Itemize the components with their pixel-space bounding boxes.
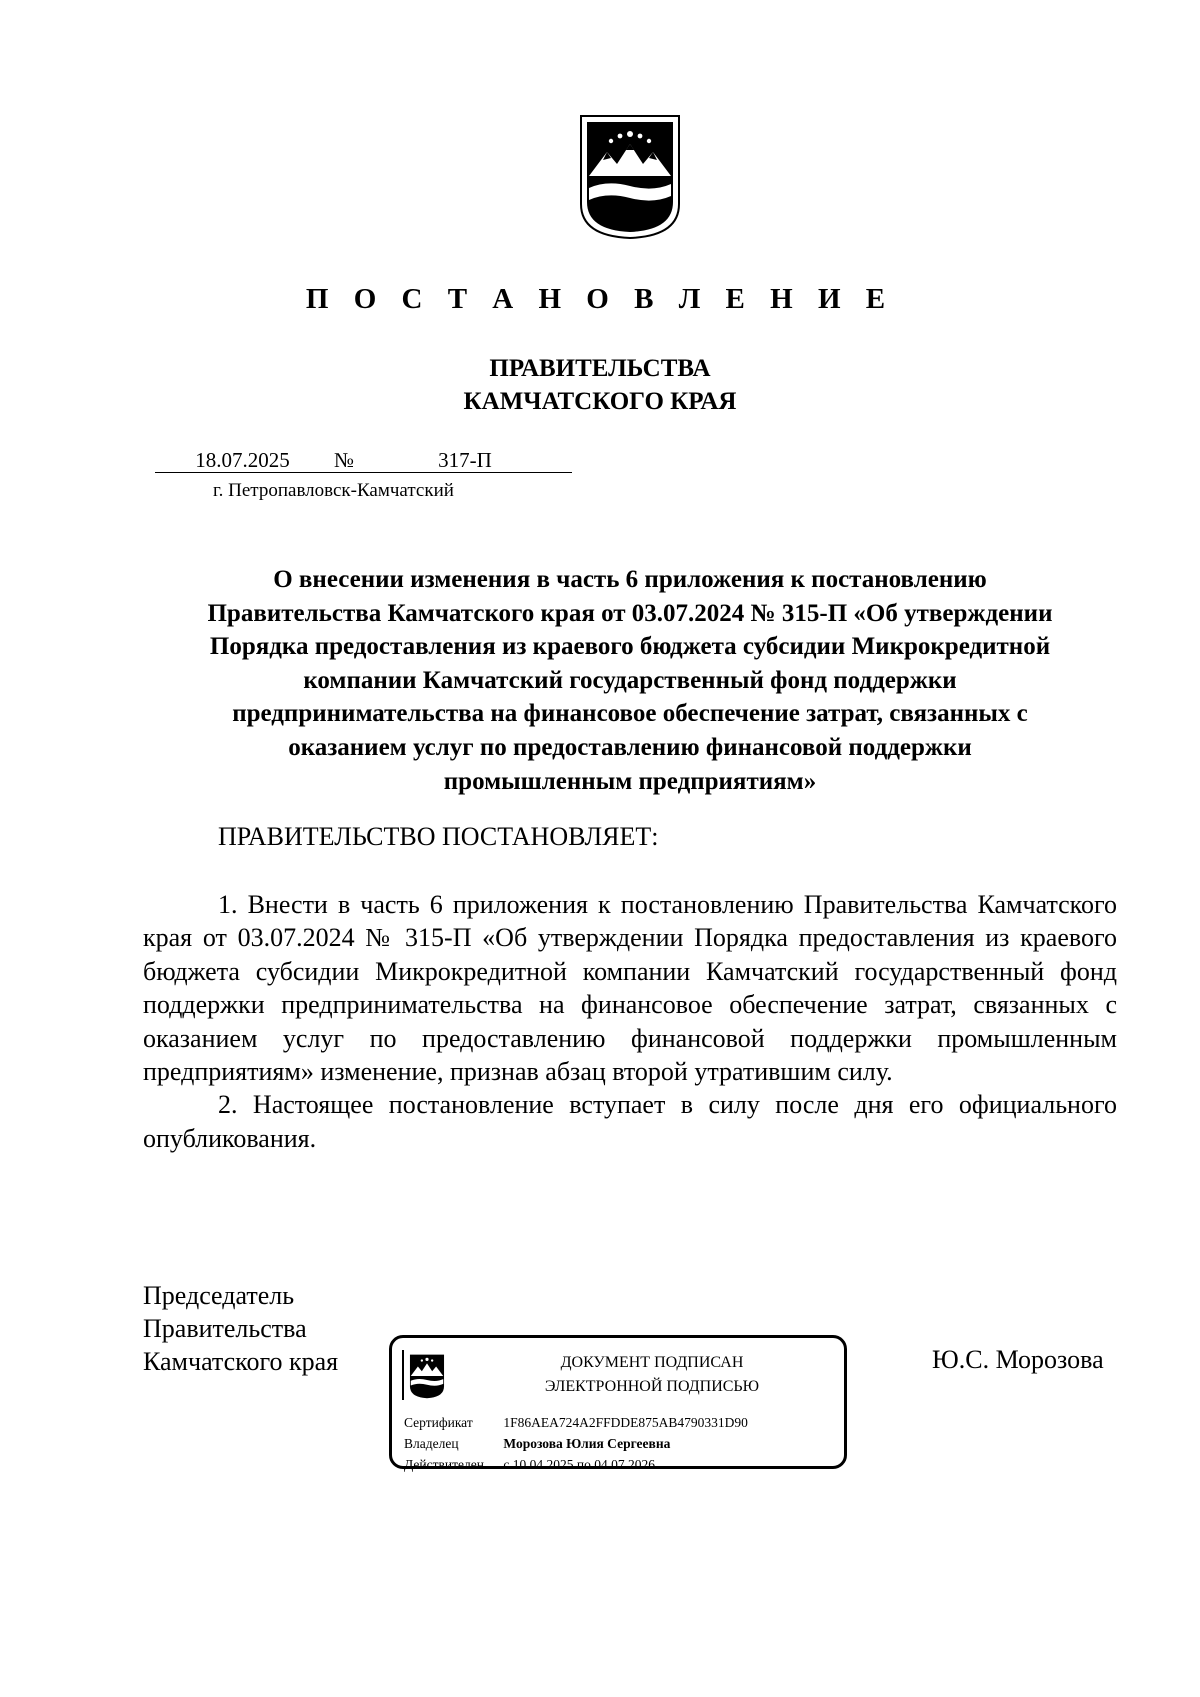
stamp-title-line-2: ЭЛЕКТРОННОЙ ПОДПИСЬЮ	[544, 1378, 760, 1395]
signer-title	[143, 1279, 338, 1378]
validity-row	[404, 1457, 655, 1473]
heading-line: Правительства Камчатского края от 03.07.2024 № 315-П «Об утверждении	[207, 599, 1053, 627]
certificate-value: 1F86AEA724A2FFDDE875AB4790331D90	[503, 1415, 748, 1430]
signer-name: Ю.С. Морозова	[932, 1345, 1104, 1374]
owner-value: Морозова Юлия Сергеевна	[503, 1436, 671, 1451]
city: г. Петропавловск-Камчатский	[213, 480, 454, 501]
document-body	[143, 888, 1117, 1155]
document-date: 18.07.2025	[155, 448, 330, 473]
signer-title-line: Председатель	[143, 1281, 295, 1310]
signer-title-line: Правительства	[143, 1314, 307, 1343]
heading-line: оказанием услуг по предоставлению финансовой поддержки	[288, 733, 972, 761]
electronic-signature-stamp	[389, 1335, 847, 1472]
owner-row	[404, 1436, 670, 1452]
issuer-line-2: КАМЧАТСКОГО КРАЯ	[463, 388, 737, 415]
heading-line: промышленным предприятиям»	[443, 767, 817, 795]
certificate-row	[404, 1415, 748, 1431]
document-type-title: П О С Т А Н О В Л Е Н И Е	[305, 283, 895, 315]
document-heading	[140, 563, 1120, 798]
coat-of-arms-icon	[577, 112, 683, 240]
issuer	[0, 352, 1200, 418]
heading-line: Порядка предоставления из краевого бюджета субсидии Микрокредитной	[209, 633, 1051, 661]
owner-label: Владелец	[404, 1436, 459, 1451]
date-number-line	[155, 448, 575, 478]
heading-line: компании Камчатский государственный фонд поддержки	[303, 666, 957, 694]
coat-of-arms-small-icon	[406, 1350, 448, 1402]
number-sign: №	[330, 448, 358, 473]
heading-line: предпринимательства на финансовое обеспечение затрат, связанных с	[232, 700, 1028, 728]
paragraph-1: 1. Внести в часть 6 приложения к постановлению Правительства Камчатского края от 03.07.2024 № 315-П «Об утверждении Порядка предоставления из краевого бюджета субсидии Микрокредитной компании Камчатский государственный фонд поддержки предпринимательства на финансовое обеспечение затрат, связанных с оказанием услуг по предоставлению финансовой поддержки промышленным предприятиям» изменение, признав абзац второй утратившим силу.	[143, 890, 1117, 1087]
stamp-title-line-1: ДОКУМЕНТ ПОДПИСАН	[560, 1354, 744, 1371]
heading-line: О внесении изменения в часть 6 приложения к постановлению	[273, 566, 987, 593]
stamp-divider	[402, 1350, 404, 1400]
document-number: 317-П	[358, 448, 572, 473]
validity-value: с 10.04.2025 по 04.07.2026	[503, 1457, 655, 1472]
resolves-statement: ПРАВИТЕЛЬСТВО ПОСТАНОВЛЯЕТ:	[218, 822, 659, 851]
certificate-label: Сертификат	[404, 1415, 473, 1430]
signer-title-line: Камчатского края	[143, 1347, 339, 1376]
issuer-line-1: ПРАВИТЕЛЬСТВА	[489, 355, 711, 382]
stamp-title	[492, 1351, 812, 1399]
validity-label: Действителен	[404, 1457, 484, 1472]
paragraph-2: 2. Настоящее постановление вступает в силу после дня его официального опубликования.	[143, 1090, 1117, 1153]
